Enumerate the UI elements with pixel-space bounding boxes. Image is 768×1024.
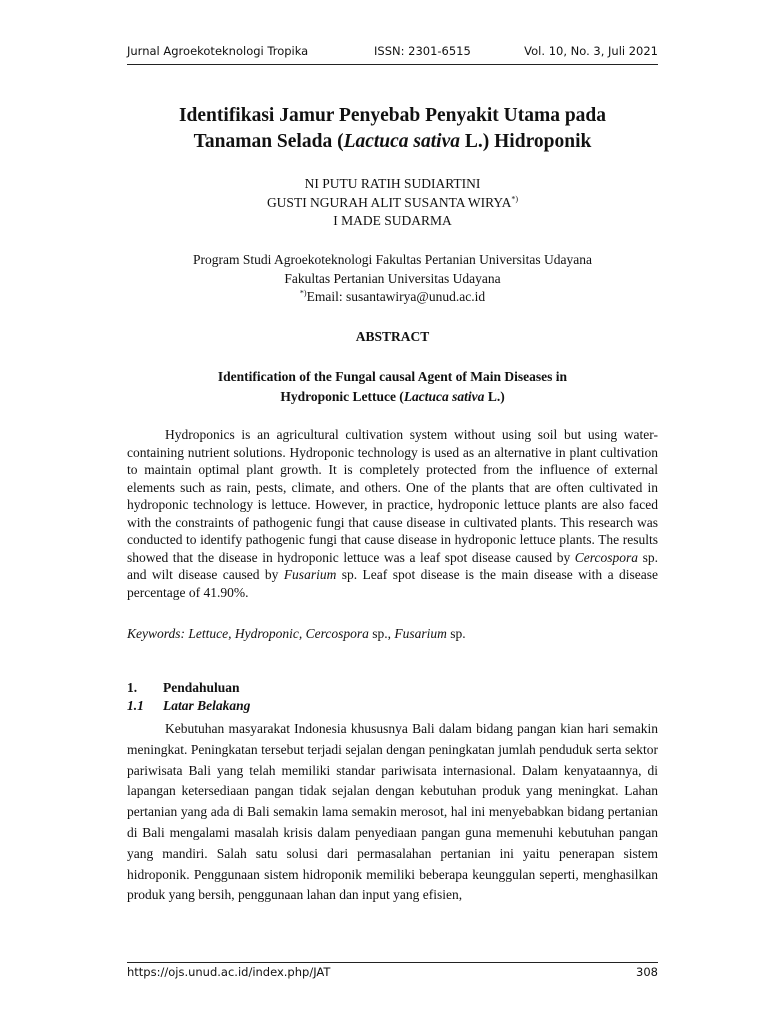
page-number: 308 [636, 965, 658, 979]
issn: ISSN: 2301-6515 [374, 44, 471, 58]
affiliation [127, 251, 658, 307]
author-1: NI PUTU RATIH SUDIARTINI [304, 176, 481, 191]
subsection-heading: 1.1 Latar Belakang [127, 698, 251, 713]
author-2: GUSTI NGURAH ALIT SUSANTA WIRYA*) [266, 194, 519, 210]
journal-name: Jurnal Agroekoteknologi Tropika [127, 44, 309, 58]
affiliation-line-2: Fakultas Pertanian Universitas Udayana [284, 270, 501, 286]
affiliation-line-1: Program Studi Agroekoteknologi Fakultas Pertanian Universitas Udayana [193, 252, 592, 267]
corresponding-email: *)Email: susantawirya@unud.ac.id [299, 288, 486, 304]
keywords: Keywords: Lettuce, Hydroponic, Cercospora sp., Fusarium sp. [127, 626, 466, 641]
header-rule [127, 64, 658, 65]
author-list [127, 175, 658, 231]
title-line-2: Tanaman Selada (Lactuca sativa L.) Hidroponik [193, 131, 592, 152]
abstract-english-title: Identification of the Fungal causal Agent of Main Diseases in Hydroponic Lettuce (Lactuca sativa L.) [217, 369, 568, 404]
abstract-body: Hydroponics is an agricultural cultivation system without using soil but using water-containing nutrient solutions. Hydroponic technology is used as an alternative in plant cultivation to maintain optimal plant growth. It is completely protected from the influence of external elements such as rain, pests, climate, and others. One of the plants that are often cultivated in hydroponic technology is lettuce. However, in practice, hydroponic lettuce plants are also faced with the constraints of pathogenic fungi that cause disease in cultivated plants. This research was conducted to identify pathogenic fungi that cause disease in hydroponic lettuce plants. The results showed that the disease in hydroponic lettuce was a leaf spot disease caused by Cercospora sp. and wilt disease caused by Fusarium sp. Leaf spot disease is the main disease with a disease percentage of 41.90%. [127, 427, 658, 600]
intro-paragraph: Kebutuhan masyarakat Indonesia khususnya Bali dalam bidang pangan kian hari semakin meningkat. Peningkatan tersebut terjadi sejalan dengan peningkatan jumlah penduduk serta sektor pariwisata Bali yang telah memiliki standar pariwisata internasional. Dalam kenyataannya, di lapangan ketersediaan pangan tidak sejalan dengan kebutuhan produk yang meningkat. Lahan pertanian yang ada di Bali semakin lama semakin merosot, hal ini menyebabkan bidang pertanian di Bali mengalami masalah krisis dalam penyediaan pangan guna memenuhi kebutuhan pangan yang mandiri. Salah satu solusi dari permasalahan pertanian ini yaitu penerapan sistem hidroponik. Penggunaan sistem hidroponik memiliki beberapa keunggulan seperti, menghasilkan produk yang bersih, penggunaan lahan dan input yang efisien, [127, 721, 658, 903]
volume-issue: Vol. 10, No. 3, Juli 2021 [524, 44, 658, 58]
journal-url[interactable]: https://ojs.unud.ac.id/index.php/JAT [127, 965, 331, 979]
paper-title [127, 103, 658, 155]
running-header [127, 44, 658, 62]
footer-rule [127, 962, 658, 963]
title-line-1: Identifikasi Jamur Penyebab Penyakit Utama pada [178, 105, 607, 126]
abstract-heading: ABSTRACT [355, 329, 430, 344]
author-3: I MADE SUDARMA [333, 213, 452, 228]
section-heading: 1. Pendahuluan [127, 680, 240, 695]
page-footer [127, 965, 658, 983]
